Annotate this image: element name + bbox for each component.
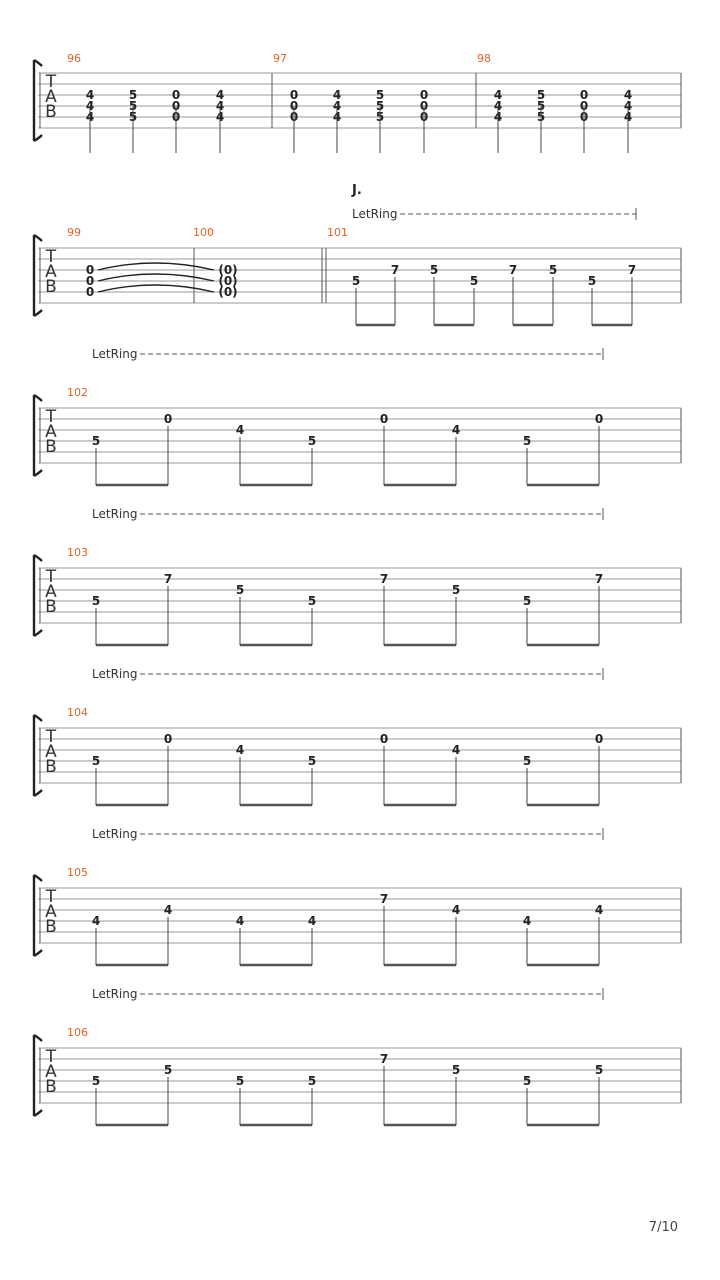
fret-number: 0 bbox=[379, 732, 389, 746]
fret-number: 4 bbox=[332, 99, 342, 113]
fret-number: 7 bbox=[379, 1052, 389, 1066]
tab-clef-letter: T bbox=[45, 1047, 57, 1067]
tie-arc bbox=[98, 274, 214, 281]
fret-number: 4 bbox=[307, 914, 317, 928]
tab-clef-letter: T bbox=[45, 567, 57, 587]
let-ring-label: LetRing bbox=[92, 667, 138, 681]
let-ring-label: LetRing bbox=[92, 827, 138, 841]
tempo-mark: J. bbox=[352, 183, 362, 198]
system-bracket bbox=[34, 715, 42, 796]
fret-number: 0 bbox=[419, 110, 429, 124]
let-ring-label: LetRing bbox=[92, 347, 138, 361]
fret-number: 0 bbox=[171, 88, 181, 102]
measure-number: 102 bbox=[67, 386, 88, 399]
fret-number: 4 bbox=[594, 903, 604, 917]
tab-clef-letter: A bbox=[45, 902, 57, 922]
tie-arc bbox=[98, 263, 214, 270]
fret-number: 5 bbox=[235, 583, 245, 597]
fret-number: 7 bbox=[594, 572, 604, 586]
tab-clef-letter: B bbox=[45, 277, 57, 297]
fret-number: 5 bbox=[307, 1074, 317, 1088]
tab-clef-letter: T bbox=[45, 72, 57, 92]
system-bracket bbox=[34, 235, 42, 316]
fret-number: 4 bbox=[451, 743, 461, 757]
tab-clef-letter: T bbox=[45, 247, 57, 267]
measure-number: 101 bbox=[327, 226, 348, 239]
tab-clef-letter: B bbox=[45, 1077, 57, 1097]
let-ring-label: LetRing bbox=[92, 507, 138, 521]
fret-number: 5 bbox=[587, 274, 597, 288]
tab-clef-letter: A bbox=[45, 422, 57, 442]
fret-number: 7 bbox=[627, 263, 637, 277]
fret-number: 5 bbox=[536, 110, 546, 124]
fret-number: 4 bbox=[235, 743, 245, 757]
fret-number: 0 bbox=[85, 285, 95, 299]
fret-number: 0 bbox=[85, 263, 95, 277]
fret-number: (0) bbox=[218, 285, 238, 299]
fret-number: 5 bbox=[128, 110, 138, 124]
fret-number: 7 bbox=[379, 892, 389, 906]
fret-number: 0 bbox=[594, 732, 604, 746]
fret-number: 0 bbox=[163, 412, 173, 426]
fret-number: 5 bbox=[307, 754, 317, 768]
fret-number: 5 bbox=[375, 110, 385, 124]
measure-number: 97 bbox=[273, 52, 287, 65]
tab-clef-letter: A bbox=[45, 262, 57, 282]
measure-number: 104 bbox=[67, 706, 88, 719]
system-bracket bbox=[34, 60, 42, 141]
fret-number: 5 bbox=[536, 99, 546, 113]
fret-number: 5 bbox=[522, 1074, 532, 1088]
fret-number: 5 bbox=[594, 1063, 604, 1077]
measure-number: 98 bbox=[477, 52, 491, 65]
fret-number: 4 bbox=[85, 110, 95, 124]
page-number: 7/10 bbox=[648, 1220, 678, 1235]
tab-clef-letter: A bbox=[45, 742, 57, 762]
fret-number: 0 bbox=[579, 110, 589, 124]
measure-number: 96 bbox=[67, 52, 81, 65]
fret-number: 0 bbox=[579, 99, 589, 113]
measure-number: 105 bbox=[67, 866, 88, 879]
fret-number: 4 bbox=[493, 88, 503, 102]
fret-number: 4 bbox=[215, 110, 225, 124]
fret-number: (0) bbox=[218, 274, 238, 288]
fret-number: 0 bbox=[289, 88, 299, 102]
fret-number: 0 bbox=[379, 412, 389, 426]
fret-number: 4 bbox=[332, 88, 342, 102]
fret-number: (0) bbox=[218, 263, 238, 277]
fret-number: 4 bbox=[623, 88, 633, 102]
fret-number: 0 bbox=[289, 110, 299, 124]
tab-clef-letter: B bbox=[45, 597, 57, 617]
fret-number: 4 bbox=[163, 903, 173, 917]
fret-number: 4 bbox=[215, 99, 225, 113]
fret-number: 7 bbox=[390, 263, 400, 277]
let-ring-label: LetRing bbox=[92, 987, 138, 1001]
fret-number: 5 bbox=[128, 88, 138, 102]
tab-clef-letter: A bbox=[45, 87, 57, 107]
fret-number: 5 bbox=[375, 88, 385, 102]
fret-number: 5 bbox=[375, 99, 385, 113]
fret-number: 4 bbox=[85, 99, 95, 113]
tie-arc bbox=[98, 285, 214, 292]
measure-number: 100 bbox=[193, 226, 214, 239]
tab-clef-letter: T bbox=[45, 887, 57, 907]
fret-number: 4 bbox=[522, 914, 532, 928]
fret-number: 5 bbox=[469, 274, 479, 288]
fret-number: 5 bbox=[451, 583, 461, 597]
system-bracket bbox=[34, 1035, 42, 1116]
fret-number: 5 bbox=[307, 594, 317, 608]
fret-number: 4 bbox=[332, 110, 342, 124]
fret-number: 5 bbox=[351, 274, 361, 288]
fret-number: 5 bbox=[548, 263, 558, 277]
tab-clef-letter: B bbox=[45, 917, 57, 937]
fret-number: 0 bbox=[171, 99, 181, 113]
fret-number: 4 bbox=[493, 99, 503, 113]
fret-number: 0 bbox=[171, 110, 181, 124]
tab-clef-letter: B bbox=[45, 437, 57, 457]
fret-number: 4 bbox=[451, 903, 461, 917]
tab-clef-letter: T bbox=[45, 727, 57, 747]
fret-number: 4 bbox=[235, 423, 245, 437]
fret-number: 7 bbox=[379, 572, 389, 586]
fret-number: 0 bbox=[163, 732, 173, 746]
fret-number: 7 bbox=[508, 263, 518, 277]
tab-clef-letter: T bbox=[45, 407, 57, 427]
fret-number: 4 bbox=[85, 88, 95, 102]
tab-clef-letter: A bbox=[45, 582, 57, 602]
fret-number: 4 bbox=[493, 110, 503, 124]
tab-clef-letter: B bbox=[45, 102, 57, 122]
fret-number: 5 bbox=[128, 99, 138, 113]
fret-number: 5 bbox=[91, 754, 101, 768]
fret-number: 0 bbox=[579, 88, 589, 102]
tab-clef-letter: A bbox=[45, 1062, 57, 1082]
system-bracket bbox=[34, 875, 42, 956]
fret-number: 0 bbox=[289, 99, 299, 113]
fret-number: 4 bbox=[91, 914, 101, 928]
fret-number: 4 bbox=[623, 110, 633, 124]
fret-number: 0 bbox=[594, 412, 604, 426]
fret-number: 0 bbox=[85, 274, 95, 288]
fret-number: 5 bbox=[429, 263, 439, 277]
fret-number: 4 bbox=[623, 99, 633, 113]
let-ring-label: LetRing bbox=[352, 207, 398, 221]
fret-number: 5 bbox=[235, 1074, 245, 1088]
tab-clef-letter: B bbox=[45, 757, 57, 777]
fret-number: 5 bbox=[522, 754, 532, 768]
fret-number: 0 bbox=[419, 88, 429, 102]
fret-number: 4 bbox=[215, 88, 225, 102]
fret-number: 5 bbox=[522, 434, 532, 448]
fret-number: 5 bbox=[91, 434, 101, 448]
fret-number: 5 bbox=[163, 1063, 173, 1077]
fret-number: 0 bbox=[419, 99, 429, 113]
fret-number: 5 bbox=[451, 1063, 461, 1077]
fret-number: 7 bbox=[163, 572, 173, 586]
fret-number: 5 bbox=[307, 434, 317, 448]
fret-number: 5 bbox=[91, 594, 101, 608]
measure-number: 99 bbox=[67, 226, 81, 239]
fret-number: 4 bbox=[235, 914, 245, 928]
fret-number: 5 bbox=[536, 88, 546, 102]
fret-number: 5 bbox=[522, 594, 532, 608]
measure-number: 106 bbox=[67, 1026, 88, 1039]
fret-number: 4 bbox=[451, 423, 461, 437]
system-bracket bbox=[34, 555, 42, 636]
system-bracket bbox=[34, 395, 42, 476]
fret-number: 5 bbox=[91, 1074, 101, 1088]
measure-number: 103 bbox=[67, 546, 88, 559]
